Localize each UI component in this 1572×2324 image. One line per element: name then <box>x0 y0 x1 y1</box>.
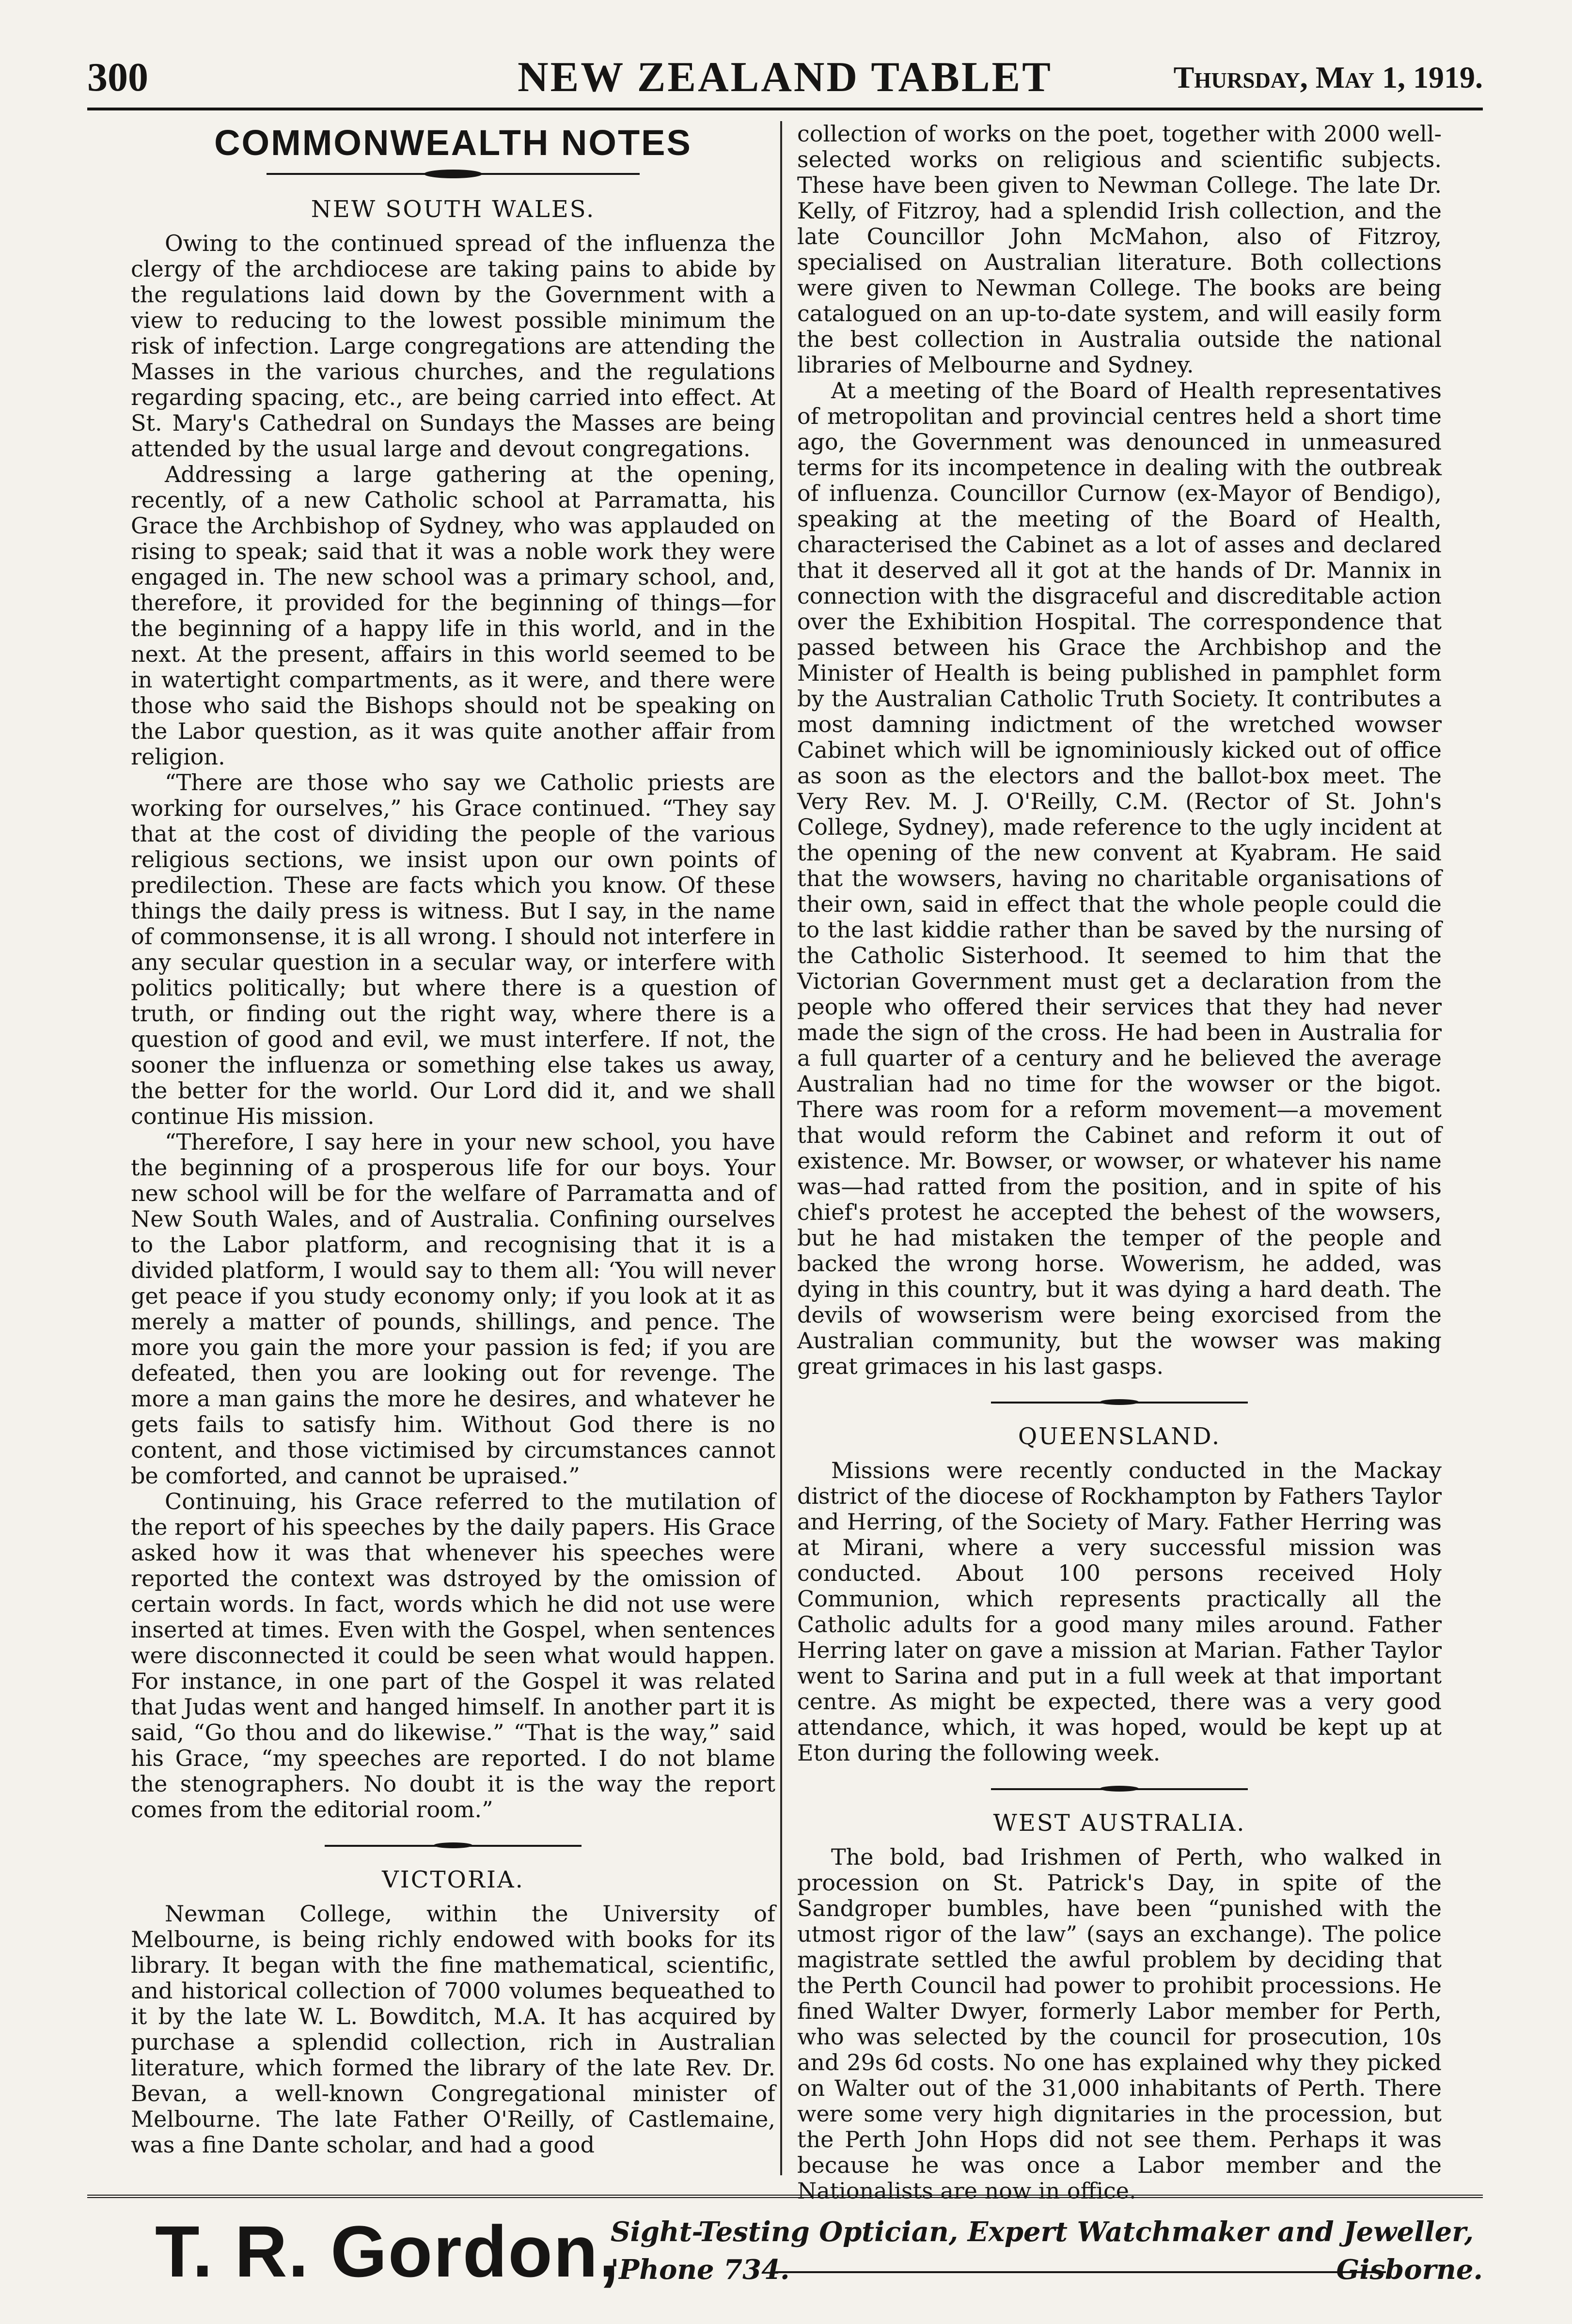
advertiser-phone: 'Phone 734. <box>611 2254 790 2286</box>
victoria-heading: VICTORIA. <box>382 1866 524 1893</box>
west-australia-heading: WEST AUSTRALIA. <box>993 1809 1246 1837</box>
nsw-heading: NEW SOUTH WALES. <box>311 196 596 223</box>
victoria-paragraph: Newman College, within the University of Melbourne, is being richly endowed with books for its library. It began with the fine mathematical, scientific, and historical collection of 7000 volumes bequeathed to it by the late W. L. Bowditch, M.A. It has acquired by purchase a splendid collection, rich in Australian literature, which formed the library of the late Rev. Dr. Bevan, a well-known Congregational minister of Melbourne. The late Father O'Reilly, of Castlemaine, was a fine Dante scholar, and had a good <box>131 1901 775 2158</box>
title-ornament <box>267 168 640 180</box>
advertisement-rule <box>775 2271 1386 2273</box>
section-separator <box>325 1839 582 1853</box>
nsw-paragraph: “There are those who say we Catholic priests are working for ourselves,” his Grace continued. “They say that at the cost of dividing the people of the various religious sections, we insist upon our own points of predilection. These are facts which you know. Of these things the daily press is witness. But I say, in the name of commonsense, it is all wrong. I should not interfere in any secular question in a secular way, or interfere with politics politically; but where there is a question of truth, or finding out the right way, where there is a question of good and evil, we must interfere. If not, the sooner the influenza or something else takes us away, the better for the world. Our Lord did it, and we shall continue His mission. <box>131 769 775 1129</box>
advertiser-name: T. R. Gordon, <box>155 2211 620 2292</box>
section-separator <box>991 1782 1248 1796</box>
article-title: COMMONWEALTH NOTES <box>214 123 692 163</box>
victoria-paragraph: At a meeting of the Board of Health representatives of metropolitan and provincial centres held a short time ago, the Government was denounced in unmeasured terms for its incompetence in dealing with the outbreak of influenza. Councillor Curnow (ex-Mayor of Bendigo), speaking at the meeting of the Board of Health, characterised the Cabinet as a lot of asses and declared that it deserved all it got at the hands of Dr. Mannix in connection with the disgraceful and discreditable action over the Exhibition Hospital. The correspondence that passed between his Grace the Archbishop and the Minister of Health is being published in pamphlet form by the Australian Catholic Truth Society. It contributes a most damning indictment of the wretched wowser Cabinet which will be ignominiously kicked out of office as soon as the electors and the ballot-box meet. The Very Rev. M. J. O'Reilly, C.M. (Rector of St. John's College, Sydney), made reference to the ugly incident at the opening of the new convent at Kyabram. He said that the wowsers, having no charitable organisations of their own, said in effect that the whole people could die to the last kiddie rather than be saved by the nursing of the Catholic Sisterhood. It seemed to him that the Victorian Government must get a declaration from the people who offered their services that they had never made the sign of the cross. He had been in Australia for a full quarter of a century and he believed the average Australian had no time for the wowser or the bigot. There was room for a reform movement—a movement that would reform the Cabinet and reform it out of existence. Mr. Bowser, or wowser, or whatever his name was—had ratted from the position, and in spite of his chief's protest he accepted the behest of the wowsers, but he had mistaken the temper of the people and backed the wrong horse. Wowerism, he added, was dying in this country, but it was dying a hard death. The devils of wowserism were being exorcised from the Australian community, but the wowser was making great grimaces in his last gasps. <box>797 377 1442 1379</box>
nsw-paragraph: Continuing, his Grace referred to the mutilation of the report of his speeches by the daily papers. His Grace asked how it was that whenever his speeches were reported the context was dstroyed by the omission of certain words. In fact, words which he did not use were inserted at times. Even with the Gospel, when sentences were disconnected it could be seen what would happen. For instance, in one part of the Gospel it was related that Judas went and hanged himself. In another part it is said, “Go thou and do likewise.” “That is the way,” said his Grace, “my speeches are reported. I do not blame the stenographers. No doubt it is the way the report comes from the editorial room.” <box>131 1488 775 1823</box>
west-australia-paragraph: The bold, bad Irishmen of Perth, who walked in procession on St. Patrick's Day, in spite of the Sandgroper bumbles, have been “punished with the utmost rigor of the law” (says an exchange). The police magistrate settled the awful problem by deciding that the Perth Council had power to prohibit processions. He fined Walter Dwyer, formerly Labor member for Perth, who was selected by the council for prosecution, 10s and 29s 6d costs. No one has explained why they picked on Walter out of the 31,000 inhabitants of Perth. There were some very high dignitaries in the procession, but the Perth John Hops did not see them. Perhaps it was because he was once a Labor member and the Nationalists are now in office. <box>797 1844 1442 2204</box>
advertiser-services: Sight-Testing Optician, Expert Watchmaker and Jeweller, <box>611 2216 1474 2248</box>
column-divider <box>780 121 782 2175</box>
header-rule <box>87 108 1483 110</box>
right-column <box>797 121 1442 2204</box>
advertiser-town: Gisborne. <box>1336 2254 1483 2286</box>
publication-title: NEW ZEALAND TABLET <box>518 54 1053 101</box>
advertisement <box>87 2204 1483 2301</box>
issue-date: Thursday, May 1, 1919. <box>1173 60 1483 94</box>
section-separator <box>991 1396 1248 1409</box>
page-number: 300 <box>87 55 148 100</box>
page-header <box>87 48 1483 107</box>
nsw-paragraph: Addressing a large gathering at the opening, recently, of a new Catholic school at Parramatta, his Grace the Archbishop of Sydney, who was applauded on rising to speak; said that it was a noble work they were engaged in. The new school was a primary school, and, therefore, it provided for the beginning of things—for the beginning of a happy life in this world, and in the next. At the present, affairs in this world seemed to be in watertight compartments, as it were, and there were those who said the Bishops should not be speaking on the Labor question, as it was quite another affair from religion. <box>131 461 775 770</box>
nsw-paragraph: Owing to the continued spread of the influenza the clergy of the archdiocese are taking pains to abide by the regulations laid down by the Government with a view to reducing to the lowest possible minimum the risk of infection. Large congregations are attending the Masses in the various churches, and the regulations regarding spacing, etc., are being carried into effect. At St. Mary's Cathedral on Sundays the Masses are being attended by the usual large and devout congregations. <box>131 230 775 462</box>
footer-rule <box>87 2195 1483 2198</box>
queensland-paragraph: Missions were recently conducted in the Mackay district of the diocese of Rockhampton by Fathers Taylor and Herring, of the Society of Mary. Father Herring was at Mirani, where a very successful mission was conducted. About 100 persons received Holy Communion, which represents practically all the Catholic adults for a good many miles around. Father Herring later on gave a mission at Marian. Father Taylor went to Sarina and put in a full week at that important centre. As might be expected, there was a very good attendance, which, it was hoped, would be kept up at Eton during the following week. <box>797 1457 1442 1766</box>
victoria-paragraph-continued: collection of works on the poet, together with 2000 well-selected works on religious and scientific subjects. These have been given to Newman College. The late Dr. Kelly, of Fitzroy, had a splendid Irish collection, and the late Councillor John McMahon, also of Fitzroy, specialised on Australian literature. Both collections were given to Newman College. The books are being catalogued on an up-to-date system, and will easily form the best collection in Australia outside the national libraries of Melbourne and Sydney. <box>797 121 1442 378</box>
nsw-paragraph: “Therefore, I say here in your new school, you have the beginning of a prosperous life for our boys. Your new school will be for the welfare of Parramatta and of New South Wales, and of Australia. Confining ourselves to the Labor platform, and recognising that it is a divided platform, I would say to them all: ‘You will never get peace if you study economy only; if you look at it as merely a matter of pounds, shillings, and pence. The more you gain the more your passion is fed; if you are defeated, then you are looking out for revenge. The more a man gains the more he desires, and whatever he gets fails to satisfy him. Without God there is no content, and those victimised by circumstances cannot be comforted, and cannot be upraised.” <box>131 1129 775 1489</box>
left-column <box>131 121 775 2175</box>
queensland-heading: QUEENSLAND. <box>1018 1423 1221 1450</box>
